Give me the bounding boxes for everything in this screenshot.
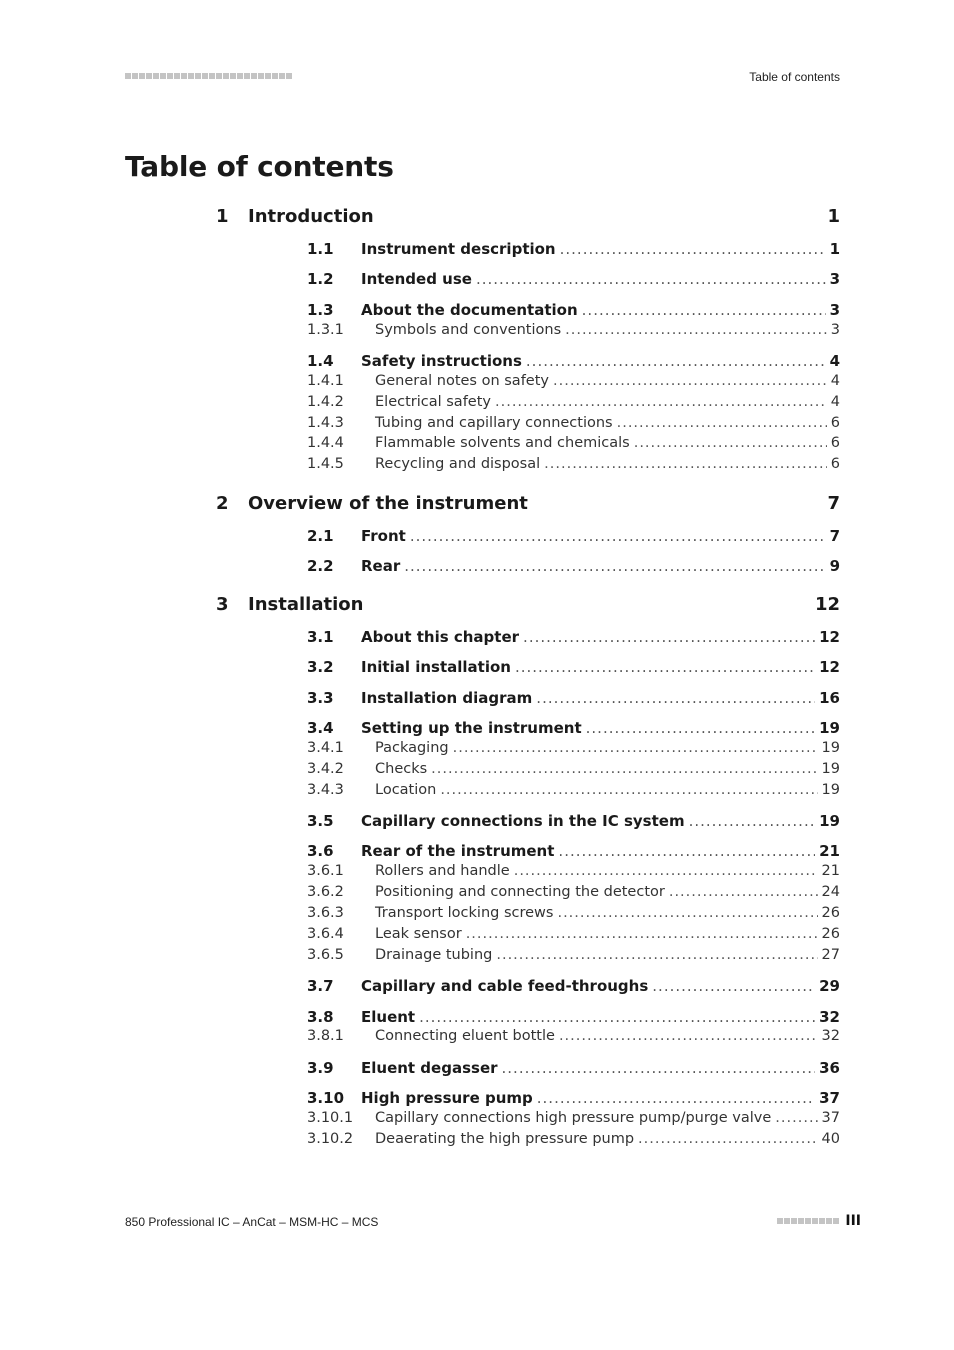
entry-number: 1.1: [307, 240, 334, 258]
entry-number: 1.4.3: [307, 415, 344, 431]
entry-page: 19: [819, 719, 840, 737]
header-decoration: [125, 73, 292, 79]
toc-entry[interactable]: [0, 977, 954, 997]
entry-title: Tubing and capillary connections: [375, 415, 613, 431]
toc-entry[interactable]: [0, 301, 954, 321]
toc-entry[interactable]: [0, 947, 954, 967]
entry-page: 12: [819, 658, 840, 676]
toc-entry[interactable]: [0, 456, 954, 476]
entry-page: 3: [830, 322, 840, 338]
entry-number: 3.7: [307, 977, 334, 995]
toc-chapter[interactable]: [0, 493, 954, 517]
dot-leader: [634, 435, 827, 451]
dot-leader: [586, 719, 815, 737]
toc-entry[interactable]: [0, 415, 954, 435]
entry-number: 3.10: [307, 1089, 345, 1107]
entry-title: Checks: [375, 761, 428, 777]
toc-entry[interactable]: [0, 782, 954, 802]
entry-page: 37: [821, 1110, 840, 1126]
dot-leader: [553, 373, 827, 389]
entry-title: Drainage tubing: [375, 947, 493, 963]
entry-number: 1.3: [307, 301, 334, 319]
chapter-page: 7: [827, 493, 840, 514]
toc-entry[interactable]: [0, 926, 954, 946]
entry-number: 1.4.2: [307, 394, 344, 410]
entry-title: Setting up the instrument: [361, 719, 582, 737]
entry-title: Intended use: [361, 270, 472, 288]
entry-page: 19: [819, 812, 840, 830]
entry-number: 3.1: [307, 628, 334, 646]
dot-leader: [558, 842, 815, 860]
entry-number: 3.8: [307, 1008, 334, 1026]
dot-leader: [514, 863, 818, 879]
entry-number: 3.6: [307, 842, 334, 860]
entry-page: 26: [821, 926, 840, 942]
entry-title: Connecting eluent bottle: [375, 1028, 555, 1044]
entry-number: 3.4.3: [307, 782, 344, 798]
entry-number: 2.2: [307, 557, 334, 575]
dot-leader: [559, 1028, 818, 1044]
toc-entry[interactable]: [0, 322, 954, 342]
page-number: III: [845, 1213, 861, 1229]
toc-entry[interactable]: [0, 240, 954, 260]
entry-number: 1.4.1: [307, 373, 344, 389]
toc-entry[interactable]: [0, 740, 954, 760]
entry-title: Location: [375, 782, 437, 798]
dot-leader: [565, 322, 827, 338]
entry-number: 3.6.4: [307, 926, 344, 942]
entry-number: 3.6.2: [307, 884, 344, 900]
entry-page: 37: [819, 1089, 840, 1107]
entry-title: Flammable solvents and chemicals: [375, 435, 630, 451]
entry-title: Eluent degasser: [361, 1059, 498, 1077]
entry-title: Leak sensor: [375, 926, 462, 942]
entry-number: 3.4.1: [307, 740, 344, 756]
entry-page: 4: [830, 394, 840, 410]
toc-entry[interactable]: [0, 628, 954, 648]
entry-title: Capillary and cable feed-throughs: [361, 977, 649, 995]
entry-number: 3.8.1: [307, 1028, 344, 1044]
entry-number: 3.6.1: [307, 863, 344, 879]
entry-number: 3.4: [307, 719, 334, 737]
dot-leader: [638, 1131, 818, 1147]
toc-entry[interactable]: [0, 1008, 954, 1028]
entry-number: 3.6.3: [307, 905, 344, 921]
dot-leader: [523, 628, 815, 646]
entry-number: 3.6.5: [307, 947, 344, 963]
dot-leader: [537, 1089, 815, 1107]
toc-entry[interactable]: [0, 905, 954, 925]
entry-title: About this chapter: [361, 628, 520, 646]
entry-number: 1.4: [307, 352, 334, 370]
entry-page: 6: [830, 456, 840, 472]
page-title: Table of contents: [125, 150, 394, 183]
entry-title: Positioning and connecting the detector: [375, 884, 665, 900]
entry-page: 36: [819, 1059, 840, 1077]
dot-leader: [669, 884, 818, 900]
entry-title: Capillary connections high pressure pump/purge valve: [375, 1110, 772, 1126]
dot-leader: [617, 415, 827, 431]
dot-leader: [502, 1059, 816, 1077]
entry-page: 9: [829, 557, 840, 575]
toc-entry[interactable]: [0, 394, 954, 414]
dot-leader: [526, 352, 826, 370]
entry-page: 6: [830, 415, 840, 431]
toc-entry[interactable]: [0, 842, 954, 862]
dot-leader: [536, 689, 815, 707]
entry-page: 19: [821, 782, 840, 798]
dot-leader: [689, 812, 816, 830]
entry-title: Instrument description: [361, 240, 556, 258]
dot-leader: [466, 926, 818, 942]
entry-page: 32: [821, 1028, 840, 1044]
entry-title: Front: [361, 527, 406, 545]
entry-title: Eluent: [361, 1008, 416, 1026]
entry-title: Electrical safety: [375, 394, 491, 410]
dot-leader: [440, 782, 817, 798]
toc-entry[interactable]: [0, 270, 954, 290]
entry-number: 1.3.1: [307, 322, 344, 338]
entry-page: 21: [821, 863, 840, 879]
entry-number: 3.10.2: [307, 1131, 354, 1147]
entry-number: 1.4.4: [307, 435, 344, 451]
entry-page: 19: [821, 761, 840, 777]
dot-leader: [544, 456, 827, 472]
entry-title: High pressure pump: [361, 1089, 533, 1107]
entry-page: 4: [830, 373, 840, 389]
entry-page: 7: [829, 527, 840, 545]
toc-chapter[interactable]: [0, 206, 954, 230]
dot-leader: [476, 270, 826, 288]
toc-entry[interactable]: [0, 863, 954, 883]
toc-entry[interactable]: [0, 689, 954, 709]
toc-entry[interactable]: [0, 1059, 954, 1079]
entry-title: Installation diagram: [361, 689, 533, 707]
entry-number: 3.10.1: [307, 1110, 354, 1126]
dot-leader: [453, 740, 818, 756]
entry-page: 19: [821, 740, 840, 756]
entry-title: Safety instructions: [361, 352, 522, 370]
dot-leader: [557, 905, 817, 921]
footer-document-title: 850 Professional IC – AnCat – MSM-HC – MCS: [125, 1215, 379, 1229]
toc-entry[interactable]: [0, 1131, 954, 1151]
toc-entry[interactable]: [0, 1110, 954, 1130]
toc-entry[interactable]: [0, 884, 954, 904]
entry-page: 12: [819, 628, 840, 646]
dot-leader: [404, 557, 825, 575]
chapter-page: 12: [814, 594, 840, 615]
toc-entry[interactable]: [0, 1028, 954, 1048]
entry-page: 16: [819, 689, 840, 707]
entry-title: Packaging: [375, 740, 449, 756]
toc-entry[interactable]: [0, 1089, 954, 1109]
entry-page: 27: [821, 947, 840, 963]
toc-entry[interactable]: [0, 435, 954, 455]
footer-page-marker: [777, 1213, 861, 1229]
entry-title: Initial installation: [361, 658, 511, 676]
entry-number: 2.1: [307, 527, 334, 545]
toc-entry[interactable]: [0, 352, 954, 372]
toc-entry[interactable]: [0, 557, 954, 577]
entry-title: Capillary connections in the IC system: [361, 812, 685, 830]
chapter-page: 1: [827, 206, 840, 227]
entry-number: 1.2: [307, 270, 334, 288]
chapter-title: Overview of the instrument: [248, 493, 528, 514]
toc-entry[interactable]: [0, 719, 954, 739]
entry-title: Deaerating the high pressure pump: [375, 1131, 635, 1147]
entry-page: 26: [821, 905, 840, 921]
dot-leader: [410, 527, 826, 545]
dot-leader: [775, 1110, 817, 1126]
dot-leader: [652, 977, 815, 995]
entry-title: Rear of the instrument: [361, 842, 555, 860]
chapter-number: 1: [216, 206, 229, 227]
footer-decoration: [777, 1218, 839, 1224]
entry-number: 3.9: [307, 1059, 334, 1077]
entry-title: General notes on safety: [375, 373, 549, 389]
entry-page: 29: [819, 977, 840, 995]
toc-entry[interactable]: [0, 761, 954, 781]
dot-leader: [582, 301, 826, 319]
dot-leader: [515, 658, 815, 676]
chapter-title: Introduction: [248, 206, 374, 227]
chapter-title: Installation: [248, 594, 364, 615]
toc-entry[interactable]: [0, 373, 954, 393]
entry-title: Rollers and handle: [375, 863, 510, 879]
entry-number: 3.4.2: [307, 761, 344, 777]
toc-entry[interactable]: [0, 527, 954, 547]
entry-number: 3.3: [307, 689, 334, 707]
toc-chapter[interactable]: [0, 594, 954, 618]
dot-leader: [419, 1008, 815, 1026]
entry-title: Transport locking screws: [375, 905, 554, 921]
entry-title: About the documentation: [361, 301, 578, 319]
entry-title: Rear: [361, 557, 401, 575]
entry-page: 6: [830, 435, 840, 451]
dot-leader: [560, 240, 826, 258]
entry-page: 4: [829, 352, 840, 370]
entry-number: 3.5: [307, 812, 334, 830]
dot-leader: [496, 947, 817, 963]
entry-number: 1.4.5: [307, 456, 344, 472]
entry-page: 3: [829, 301, 840, 319]
entry-title: Symbols and conventions: [375, 322, 562, 338]
entry-page: 21: [819, 842, 840, 860]
entry-page: 24: [821, 884, 840, 900]
chapter-number: 2: [216, 493, 229, 514]
running-header: Table of contents: [749, 70, 840, 84]
entry-page: 32: [819, 1008, 840, 1026]
toc-entry[interactable]: [0, 658, 954, 678]
chapter-number: 3: [216, 594, 229, 615]
entry-page: 3: [829, 270, 840, 288]
entry-number: 3.2: [307, 658, 334, 676]
dot-leader: [431, 761, 817, 777]
entry-page: 1: [829, 240, 840, 258]
entry-title: Recycling and disposal: [375, 456, 541, 472]
toc-entry[interactable]: [0, 812, 954, 832]
dot-leader: [495, 394, 827, 410]
entry-page: 40: [821, 1131, 840, 1147]
